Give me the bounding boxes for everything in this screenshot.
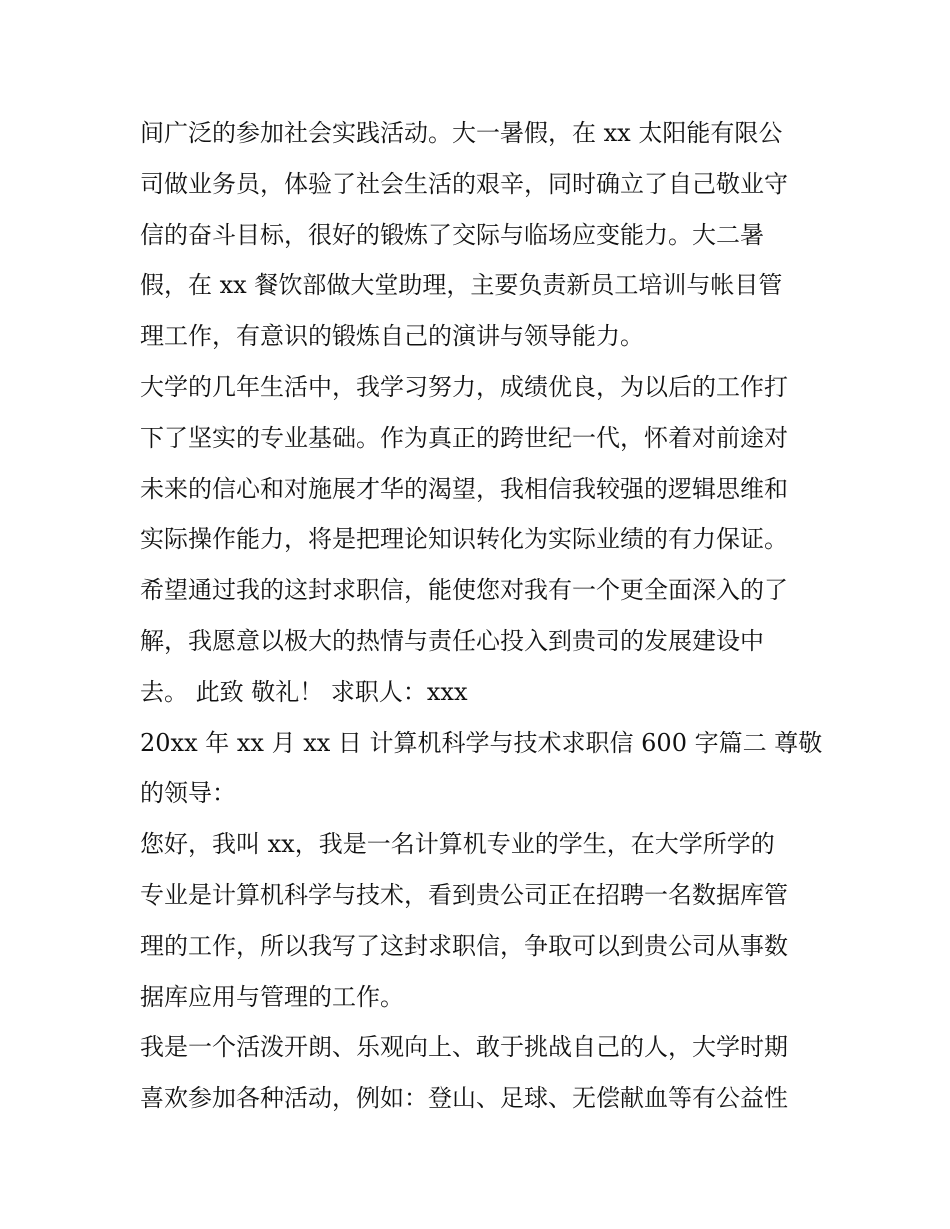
text-line: 未来的信心和对施展才华的渴望，我相信我较强的逻辑思维和 xyxy=(140,474,788,503)
text-line: 理工作，有意识的锻炼自己的演讲与领导能力。 xyxy=(140,322,644,351)
text-line: 据库应用与管理的工作。 xyxy=(140,982,404,1011)
text-line: 20xx 年 xx 月 xx 日 计算机科学与技术求职信 600 字篇二 尊敬 xyxy=(140,728,823,757)
text-line: 假，在 xx 餐饮部做大堂助理，主要负责新员工培训与帐目管 xyxy=(140,271,783,300)
text-line: 专业是计算机科学与技术，看到贵公司正在招聘一名数据库管 xyxy=(140,880,788,909)
text-line: 间广泛的参加社会实践活动。大一暑假，在 xx 太阳能有限公 xyxy=(140,119,783,147)
text-line: 喜欢参加各种活动，例如：登山、足球、无偿献血等有公益性 xyxy=(140,1084,788,1113)
text-line: 去。 此致 敬礼！ 求职人：xxx xyxy=(140,677,468,706)
text-line: 理的工作，所以我写了这封求职信，争取可以到贵公司从事数 xyxy=(140,931,788,960)
document-body xyxy=(140,108,823,1124)
text-line: 您好，我叫 xx，我是一名计算机专业的学生，在大学所学的 xyxy=(140,830,775,859)
text-line: 下了坚实的专业基础。作为真正的跨世纪一代，怀着对前途对 xyxy=(140,423,788,452)
text-line: 希望通过我的这封求职信，能使您对我有一个更全面深入的了 xyxy=(140,576,788,605)
text-line: 实际操作能力，将是把理论知识转化为实际业绩的有力保证。 xyxy=(140,525,788,554)
text-line: 信的奋斗目标，很好的锻炼了交际与临场应变能力。大二暑 xyxy=(140,220,764,249)
text-line: 的领导： xyxy=(140,779,236,808)
text-line: 我是一个活泼开朗、乐观向上、敢于挑战自己的人，大学时期 xyxy=(140,1033,788,1062)
text-line: 司做业务员，体验了社会生活的艰辛，同时确立了自己敬业守 xyxy=(140,169,788,198)
text-line: 解，我愿意以极大的热情与责任心投入到贵司的发展建设中 xyxy=(140,626,764,655)
text-line: 大学的几年生活中，我学习努力，成绩优良，为以后的工作打 xyxy=(140,372,788,401)
